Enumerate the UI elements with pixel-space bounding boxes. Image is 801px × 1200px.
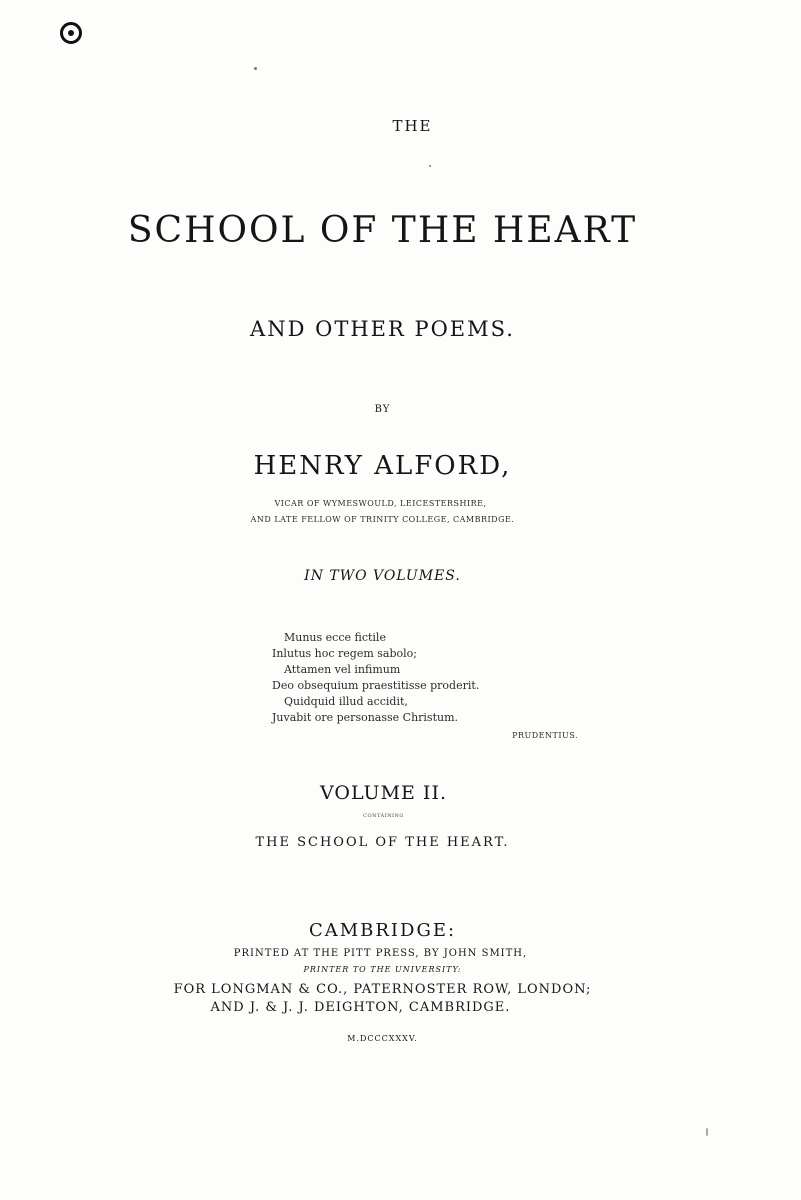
epigraph-line: Inlutus hoc regem sabolo; (272, 647, 418, 660)
subtitle: AND OTHER POEMS. (250, 317, 515, 341)
epigraph-line: Juvabit ore personasse Christum. (272, 711, 459, 724)
epigraph-attribution: PRUDENTIUS. (512, 731, 578, 740)
volumes-note: IN TWO VOLUMES. (304, 568, 461, 584)
epigraph-line: Deo obsequium praestitisse proderit. (272, 679, 480, 692)
main-title: SCHOOL OF THE HEART (127, 210, 638, 251)
title-the: THE (392, 117, 433, 135)
ink-speck (706, 1128, 708, 1136)
library-stamp-icon (60, 22, 82, 44)
volume-title: THE SCHOOL OF THE HEART. (255, 835, 510, 850)
epigraph-line: Attamen vel infimum (284, 663, 401, 676)
imprint-city: CAMBRIDGE: (308, 920, 457, 941)
author-credential: AND LATE FELLOW OF TRINITY COLLEGE, CAMBRIDGE. (250, 515, 515, 524)
epigraph-line: Munus ecce fictile (284, 631, 386, 644)
containing-label: CONTAINING (363, 813, 404, 819)
volume-number: VOLUME II. (320, 782, 447, 804)
epigraph (270, 630, 590, 744)
by-line: BY (374, 404, 391, 415)
imprint-year: M.DCCCXXXV. (347, 1034, 418, 1043)
imprint-publisher: FOR LONGMAN & CO., PATERNOSTER ROW, LONDON; (173, 982, 592, 997)
imprint-printer-title: PRINTER TO THE UNIVERSITY: (303, 965, 462, 974)
epigraph-line: Quidquid illud accidit, (284, 695, 408, 708)
ink-speck (429, 165, 431, 167)
ink-speck (254, 67, 257, 70)
author-credential: VICAR OF WYMESWOULD, LEICESTERSHIRE, (274, 499, 487, 508)
author-name: HENRY ALFORD, (253, 451, 512, 481)
imprint-publisher: AND J. & J. J. DEIGHTON, CAMBRIDGE. (210, 1000, 511, 1015)
imprint-printed-by: PRINTED AT THE PITT PRESS, BY JOHN SMITH, (233, 948, 528, 959)
